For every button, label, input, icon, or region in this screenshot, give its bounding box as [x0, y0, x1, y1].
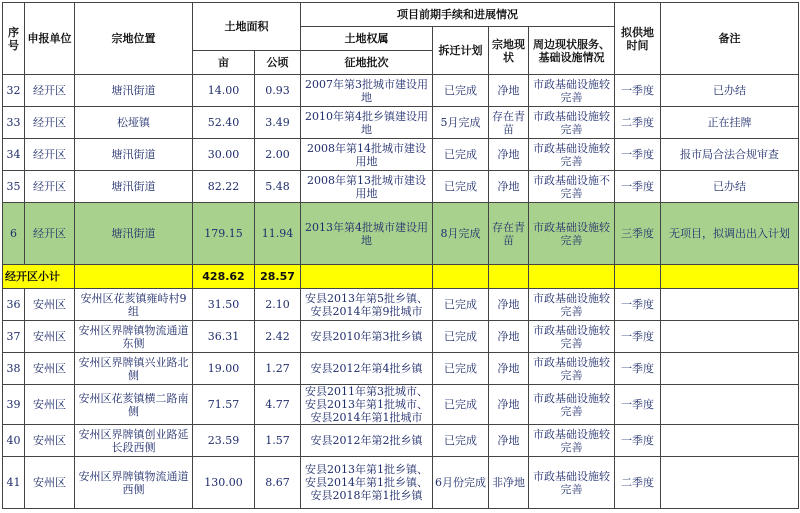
cell-unit: 安州区 — [25, 321, 75, 353]
cell-unit: 经开区 — [25, 203, 75, 265]
cell-note: 正在挂牌 — [661, 107, 799, 139]
header-unit: 申报单位 — [25, 3, 75, 75]
header-area-mu: 亩 — [193, 51, 255, 75]
cell-time: 一季度 — [615, 353, 661, 385]
cell-unit: 安州区 — [25, 353, 75, 385]
cell-unit: 安州区 — [25, 385, 75, 425]
cell-location: 塘汛街道 — [75, 171, 193, 203]
cell-unit: 经开区 — [25, 75, 75, 107]
header-note: 备注 — [661, 3, 799, 75]
cell-current: 净地 — [489, 139, 529, 171]
cell-location: 安州区界牌镇物流通道西侧 — [75, 457, 193, 509]
cell-current: 净地 — [489, 321, 529, 353]
cell-seq: 35 — [3, 171, 25, 203]
cell-unit: 安州区 — [25, 425, 75, 457]
cell-current: 净地 — [489, 75, 529, 107]
cell-mu: 52.40 — [193, 107, 255, 139]
cell-current: 存在青苗 — [489, 107, 529, 139]
cell-approval: 安县2013年第1批乡镇、安县2014年第1批乡镇、安县2018年第1批乡镇 — [301, 457, 433, 509]
header-current: 宗地现状 — [489, 27, 529, 75]
cell-infra: 市政基础设施较完善 — [529, 203, 615, 265]
cell-infra: 市政基础设施较完善 — [529, 139, 615, 171]
cell-note: 已办结 — [661, 75, 799, 107]
cell-demolition: 6月份完成 — [433, 457, 489, 509]
cell-note — [661, 321, 799, 353]
cell-seq: 36 — [3, 289, 25, 321]
table-row — [3, 107, 799, 139]
cell-demolition: 已完成 — [433, 75, 489, 107]
cell-mu: 14.00 — [193, 75, 255, 107]
subtotal-row — [3, 265, 799, 289]
cell-current: 非净地 — [489, 457, 529, 509]
cell-unit: 经开区 — [25, 107, 75, 139]
cell-infra: 市政基础设施较完善 — [529, 425, 615, 457]
cell-demolition: 已完成 — [433, 139, 489, 171]
cell-demolition: 已完成 — [433, 171, 489, 203]
cell-time: 二季度 — [615, 107, 661, 139]
header-supply-time: 拟供地时间 — [615, 3, 661, 75]
cell-unit: 安州区 — [25, 289, 75, 321]
subtotal-label: 经开区小计 — [3, 265, 75, 289]
cell-seq: 41 — [3, 457, 25, 509]
cell-current: 净地 — [489, 353, 529, 385]
cell-approval: 2008年第14批城市建设用地 — [301, 139, 433, 171]
cell-location: 安州区花荄镇横二路南侧 — [75, 385, 193, 425]
cell-seq: 38 — [3, 353, 25, 385]
cell-unit: 安州区 — [25, 457, 75, 509]
cell-note — [661, 289, 799, 321]
cell-seq: 33 — [3, 107, 25, 139]
cell-mu: 31.50 — [193, 289, 255, 321]
cell-mu: 23.59 — [193, 425, 255, 457]
cell-note: 已办结 — [661, 171, 799, 203]
header-demolition: 拆迁计划 — [433, 27, 489, 75]
subtotal-ha: 28.57 — [255, 265, 301, 289]
cell-time: 三季度 — [615, 203, 661, 265]
cell-demolition: 8月完成 — [433, 203, 489, 265]
cell-mu: 30.00 — [193, 139, 255, 171]
cell-approval: 安县2012年第4批乡镇 — [301, 353, 433, 385]
cell-approval: 安县2012年第2批乡镇 — [301, 425, 433, 457]
cell-seq: 40 — [3, 425, 25, 457]
cell-time: 一季度 — [615, 171, 661, 203]
cell-location: 安州区花荄镇雍峙村9组 — [75, 289, 193, 321]
table-row — [3, 425, 799, 457]
cell-current: 净地 — [489, 289, 529, 321]
table-row — [3, 457, 799, 509]
header-seq: 序号 — [3, 3, 25, 75]
cell-approval: 安县2013年第5批乡镇、安县2014年第9批城市 — [301, 289, 433, 321]
cell-infra: 市政基础设施较完善 — [529, 107, 615, 139]
cell-approval: 2007年第3批城市建设用地 — [301, 75, 433, 107]
cell-note — [661, 353, 799, 385]
subtotal-mu: 428.62 — [193, 265, 255, 289]
cell-current: 净地 — [489, 171, 529, 203]
cell-infra: 市政基础设施较完善 — [529, 75, 615, 107]
cell-mu: 82.22 — [193, 171, 255, 203]
table-row — [3, 171, 799, 203]
land-supply-table — [2, 2, 799, 509]
cell-approval: 2013年第4批城市建设用地 — [301, 203, 433, 265]
cell-infra: 市政基础设施较完善 — [529, 353, 615, 385]
cell-current: 净地 — [489, 385, 529, 425]
cell-location: 安州区界牌镇物流通道东侧 — [75, 321, 193, 353]
cell-location: 塘汛街道 — [75, 75, 193, 107]
table-row — [3, 139, 799, 171]
cell-demolition: 已完成 — [433, 289, 489, 321]
cell-mu: 19.00 — [193, 353, 255, 385]
cell-ha: 2.00 — [255, 139, 301, 171]
cell-infra: 市政基础设施不完善 — [529, 171, 615, 203]
cell-time: 二季度 — [615, 457, 661, 509]
cell-seq: 6 — [3, 203, 25, 265]
cell-location: 安州区界牌镇创业路延长段西侧 — [75, 425, 193, 457]
header-approval: 征地批次 — [301, 51, 433, 75]
cell-demolition: 已完成 — [433, 385, 489, 425]
cell-time: 一季度 — [615, 425, 661, 457]
cell-ha: 5.48 — [255, 171, 301, 203]
cell-infra: 市政基础设施较完善 — [529, 457, 615, 509]
table-row — [3, 289, 799, 321]
table-row — [3, 321, 799, 353]
header-infra: 周边现状服务、基础设施情况 — [529, 27, 615, 75]
cell-approval: 2008年第13批城市建设用地 — [301, 171, 433, 203]
cell-time: 一季度 — [615, 321, 661, 353]
header-location: 宗地位置 — [75, 3, 193, 75]
header-progress: 项目前期手续和进展情况 — [301, 3, 615, 27]
cell-ha: 4.77 — [255, 385, 301, 425]
cell-mu: 179.15 — [193, 203, 255, 265]
table-row — [3, 75, 799, 107]
header-ownership: 土地权属 — [301, 27, 433, 51]
table-row — [3, 385, 799, 425]
cell-current: 存在青苗 — [489, 203, 529, 265]
cell-location: 塘汛街道 — [75, 203, 193, 265]
cell-time: 一季度 — [615, 289, 661, 321]
cell-ha: 11.94 — [255, 203, 301, 265]
cell-approval: 2010年第4批乡镇建设用地 — [301, 107, 433, 139]
cell-location: 安州区界牌镇兴业路北侧 — [75, 353, 193, 385]
cell-note: 无项目，拟调出出入计划 — [661, 203, 799, 265]
header-area: 土地面积 — [193, 3, 301, 51]
cell-current: 净地 — [489, 425, 529, 457]
cell-infra: 市政基础设施较完善 — [529, 385, 615, 425]
cell-unit: 经开区 — [25, 139, 75, 171]
cell-time: 一季度 — [615, 385, 661, 425]
cell-ha: 1.27 — [255, 353, 301, 385]
cell-ha: 2.10 — [255, 289, 301, 321]
cell-mu: 130.00 — [193, 457, 255, 509]
cell-ha: 1.57 — [255, 425, 301, 457]
cell-seq: 32 — [3, 75, 25, 107]
cell-note — [661, 457, 799, 509]
cell-note — [661, 385, 799, 425]
cell-location: 塘汛街道 — [75, 139, 193, 171]
cell-mu: 36.31 — [193, 321, 255, 353]
cell-unit: 经开区 — [25, 171, 75, 203]
cell-demolition: 已完成 — [433, 425, 489, 457]
cell-ha: 3.49 — [255, 107, 301, 139]
cell-demolition: 已完成 — [433, 321, 489, 353]
cell-note — [661, 425, 799, 457]
cell-approval: 安县2011年第3批城市、安县2013年第1批城市、安县2014年第1批城市 — [301, 385, 433, 425]
table-row — [3, 353, 799, 385]
header-area-ha: 公顷 — [255, 51, 301, 75]
cell-time: 一季度 — [615, 139, 661, 171]
cell-location: 松垭镇 — [75, 107, 193, 139]
cell-infra: 市政基础设施较完善 — [529, 321, 615, 353]
cell-mu: 71.57 — [193, 385, 255, 425]
cell-seq: 37 — [3, 321, 25, 353]
cell-infra: 市政基础设施较完善 — [529, 289, 615, 321]
cell-ha: 2.42 — [255, 321, 301, 353]
table-row-highlighted — [3, 203, 799, 265]
cell-note: 报市局合法合规审查 — [661, 139, 799, 171]
cell-seq: 39 — [3, 385, 25, 425]
cell-approval: 安县2010年第3批乡镇 — [301, 321, 433, 353]
cell-seq: 34 — [3, 139, 25, 171]
cell-time: 一季度 — [615, 75, 661, 107]
cell-demolition: 已完成 — [433, 353, 489, 385]
cell-ha: 0.93 — [255, 75, 301, 107]
cell-ha: 8.67 — [255, 457, 301, 509]
cell-demolition: 5月完成 — [433, 107, 489, 139]
